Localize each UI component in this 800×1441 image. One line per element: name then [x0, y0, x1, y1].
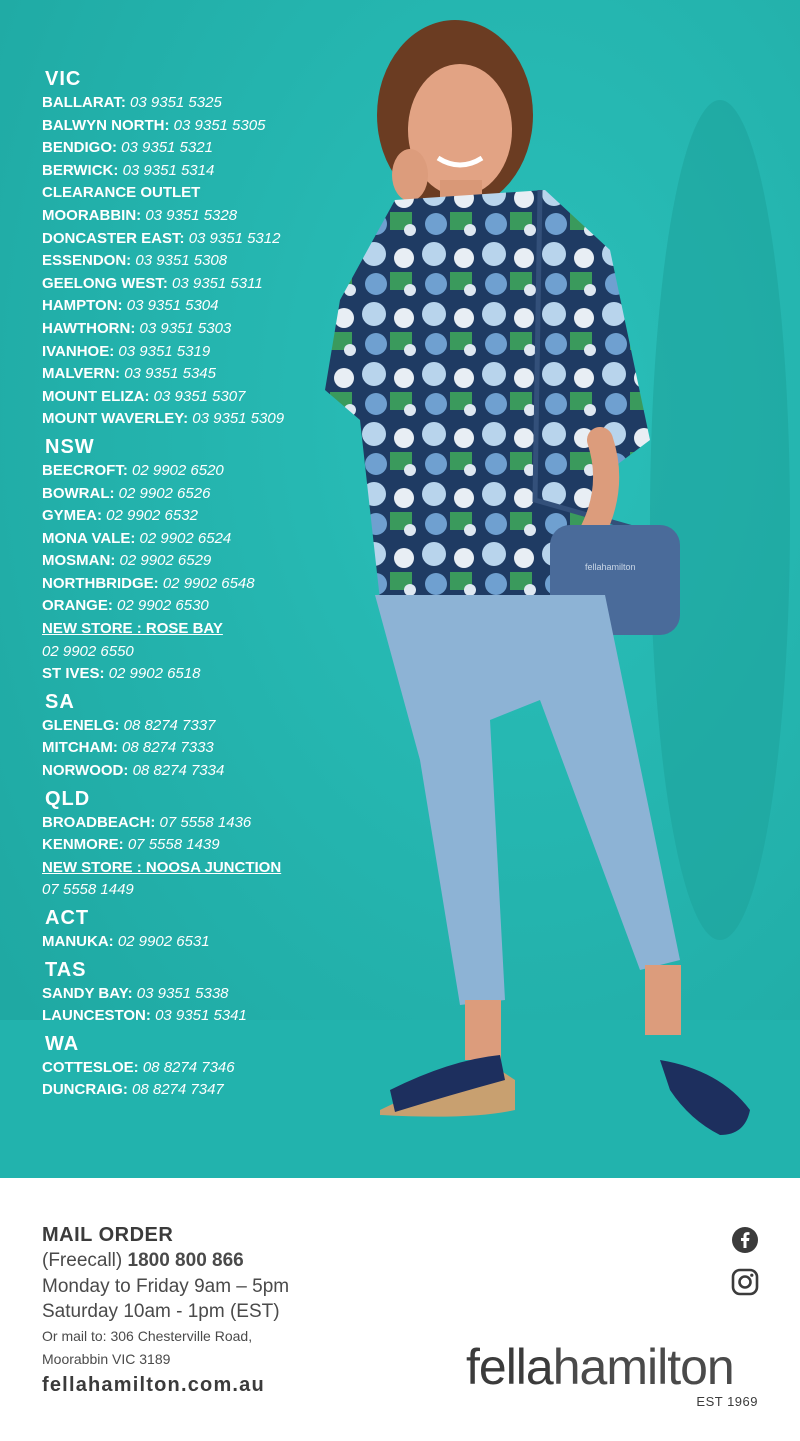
- instagram-icon[interactable]: [731, 1268, 759, 1296]
- store-entry: [42, 834, 352, 857]
- store-phone[interactable]: 03 9351 5308: [135, 252, 228, 270]
- store-entry: [42, 205, 352, 228]
- store-entry: [42, 408, 352, 431]
- store-name: CLEARANCE OUTLET: [42, 184, 201, 202]
- store-entry: [42, 160, 352, 183]
- store-name: DONCASTER EAST:: [42, 229, 185, 247]
- store-name: KENMORE:: [42, 836, 124, 854]
- state-heading-tas: TAS: [45, 958, 87, 981]
- state-heading-wa: WA: [45, 1032, 80, 1055]
- store-entry: [42, 137, 352, 160]
- state-heading-vic: VIC: [45, 68, 82, 90]
- store-name: GYMEA:: [42, 507, 102, 525]
- store-phone[interactable]: 03 9351 5341: [155, 1007, 247, 1025]
- store-name: MOUNT ELIZA:: [42, 387, 150, 405]
- store-phone[interactable]: 02 9902 6520: [132, 461, 224, 479]
- store-phone[interactable]: 02 9902 6524: [139, 529, 232, 547]
- store-phone[interactable]: 02 9902 6548: [162, 574, 255, 592]
- store-phone[interactable]: 08 8274 7346: [142, 1058, 235, 1076]
- store-entry: [42, 528, 352, 551]
- store-entry: [42, 250, 352, 273]
- store-entry: [42, 737, 352, 760]
- store-name: ST IVES:: [42, 665, 105, 683]
- store-phone[interactable]: 02 9902 6518: [108, 665, 201, 683]
- store-name: ORANGE:: [42, 597, 113, 615]
- store-name: HAWTHORN:: [42, 319, 136, 337]
- store-phone[interactable]: 03 9351 5325: [130, 94, 222, 111]
- store-entry: [42, 715, 352, 738]
- store-phone[interactable]: 02 9902 6529: [119, 552, 212, 570]
- store-entry: [42, 618, 352, 641]
- mail-address-line2: Moorabbin VIC 3189: [42, 1351, 171, 1367]
- store-name: GEELONG WEST:: [42, 274, 168, 292]
- store-entry: [42, 1005, 352, 1028]
- store-entry: [42, 341, 352, 364]
- store-name: GLENELG:: [42, 716, 120, 734]
- store-phone[interactable]: 02 9902 6526: [118, 484, 211, 502]
- store-name: HAMPTON:: [42, 297, 123, 315]
- website-link[interactable]: fellahamilton.com.au: [42, 1374, 265, 1396]
- new-store-link[interactable]: NEW STORE : NOOSA JUNCTION: [42, 858, 282, 876]
- store-phone[interactable]: 03 9351 5304: [126, 297, 219, 315]
- bag-label: fellahamilton: [585, 562, 636, 572]
- store-name: SANDY BAY:: [42, 984, 133, 1002]
- store-entry: [42, 228, 352, 251]
- store-phone[interactable]: 03 9351 5307: [153, 387, 246, 405]
- store-name: MITCHAM:: [42, 739, 118, 757]
- store-entry: [42, 857, 352, 880]
- store-phone[interactable]: 03 9351 5312: [188, 229, 281, 247]
- store-phone[interactable]: 02 9902 6532: [106, 507, 198, 525]
- store-entry: [42, 760, 352, 783]
- store-entry: [42, 1057, 352, 1080]
- store-entry: [42, 460, 352, 483]
- store-name: COTTESLOE:: [42, 1058, 139, 1076]
- weekday-hours: Monday to Friday 9am – 5pm: [42, 1276, 290, 1297]
- store-phone[interactable]: 03 9351 5328: [145, 206, 238, 224]
- store-name: IVANHOE:: [42, 342, 115, 360]
- store-entry: [42, 318, 352, 341]
- state-heading-sa: SA: [45, 690, 75, 713]
- store-phone[interactable]: 03 9351 5319: [118, 342, 211, 360]
- store-name: BALLARAT:: [42, 94, 126, 111]
- brand-logo: [466, 1340, 766, 1426]
- new-store-link[interactable]: NEW STORE : ROSE BAY: [42, 620, 223, 638]
- model-photo: [300, 10, 800, 1178]
- store-phone[interactable]: 03 9351 5311: [172, 274, 263, 292]
- store-phone[interactable]: 08 8274 7337: [123, 716, 216, 734]
- store-name: ESSENDON:: [42, 252, 132, 270]
- store-phone[interactable]: 03 9351 5345: [124, 365, 216, 383]
- store-phone[interactable]: 03 9351 5309: [192, 410, 285, 428]
- store-phone[interactable]: 08 8274 7333: [122, 739, 214, 757]
- store-name: BEECROFT:: [42, 461, 128, 479]
- store-name: BROADBEACH:: [42, 813, 156, 831]
- store-phone[interactable]: 02 9902 6530: [117, 597, 209, 615]
- store-name: BERWICK:: [42, 161, 119, 179]
- footer: [0, 1178, 800, 1441]
- store-name: BOWRAL:: [42, 484, 115, 502]
- store-entry: [42, 295, 352, 318]
- store-phone[interactable]: 08 8274 7347: [132, 1081, 224, 1099]
- store-name: MOSMAN:: [42, 552, 116, 570]
- store-entry: [42, 595, 352, 618]
- store-entry: [42, 983, 352, 1006]
- store-name: NORWOOD:: [42, 762, 129, 780]
- store-phone[interactable]: 03 9351 5303: [139, 319, 232, 337]
- logo-bold: fella: [466, 1339, 553, 1395]
- state-heading-qld: QLD: [45, 787, 91, 810]
- store-phone[interactable]: 03 9351 5338: [136, 984, 229, 1002]
- store-phone[interactable]: 03 9351 5321: [121, 139, 213, 157]
- logo-light: hamilton: [552, 1339, 734, 1395]
- state-heading-act: ACT: [45, 907, 90, 929]
- store-phone[interactable]: 08 8274 7334: [132, 762, 225, 780]
- store-phone[interactable]: 03 9351 5305: [173, 116, 266, 134]
- store-entry: [42, 386, 352, 409]
- store-entry: [42, 812, 352, 835]
- freecall-line: [42, 1250, 244, 1272]
- store-phone[interactable]: 07 5558 1449: [42, 881, 134, 899]
- store-entry: [42, 879, 352, 902]
- store-name: BALWYN NORTH:: [42, 116, 170, 134]
- mail-order-title: MAIL ORDER: [42, 1224, 174, 1246]
- store-entry: [42, 273, 352, 296]
- store-entry: [42, 641, 352, 664]
- store-phone[interactable]: 07 5558 1439: [127, 836, 220, 854]
- store-name: MOORABBIN:: [42, 206, 142, 224]
- store-phone[interactable]: 02 9902 6531: [117, 933, 210, 950]
- store-name: MONA VALE:: [42, 529, 136, 547]
- logo-est: EST 1969: [696, 1394, 758, 1409]
- store-entry: [42, 931, 352, 954]
- freecall-number[interactable]: 1800 800 866: [127, 1250, 244, 1271]
- store-entry: [42, 92, 352, 115]
- saturday-hours: Saturday 10am - 1pm (EST): [42, 1301, 280, 1322]
- store-name: MANUKA:: [42, 933, 114, 950]
- store-name: NORTHBRIDGE:: [42, 574, 159, 592]
- store-entry: [42, 573, 352, 596]
- store-name: MOUNT WAVERLEY:: [42, 410, 189, 428]
- store-entry: [42, 550, 352, 573]
- store-name: MALVERN:: [42, 365, 121, 383]
- store-name: LAUNCESTON:: [42, 1007, 151, 1025]
- mail-address-line1: Or mail to: 306 Chesterville Road,: [42, 1328, 253, 1344]
- store-entry: [42, 505, 352, 528]
- store-entry: [42, 483, 352, 506]
- store-entry: [42, 1079, 352, 1102]
- store-entry: [42, 115, 352, 138]
- store-phone[interactable]: 07 5558 1436: [159, 813, 252, 831]
- store-directory: [42, 66, 352, 1102]
- freecall-prefix: (Freecall): [42, 1250, 123, 1271]
- store-phone[interactable]: 02 9902 6550: [42, 642, 134, 660]
- store-entry: [42, 182, 352, 205]
- store-name: DUNCRAIG:: [42, 1081, 128, 1099]
- facebook-icon[interactable]: [731, 1226, 759, 1254]
- store-name: BENDIGO:: [42, 139, 117, 157]
- store-entry: [42, 663, 352, 686]
- state-heading-nsw: NSW: [45, 435, 95, 458]
- store-entry: [42, 363, 352, 386]
- store-phone[interactable]: 03 9351 5314: [122, 161, 215, 179]
